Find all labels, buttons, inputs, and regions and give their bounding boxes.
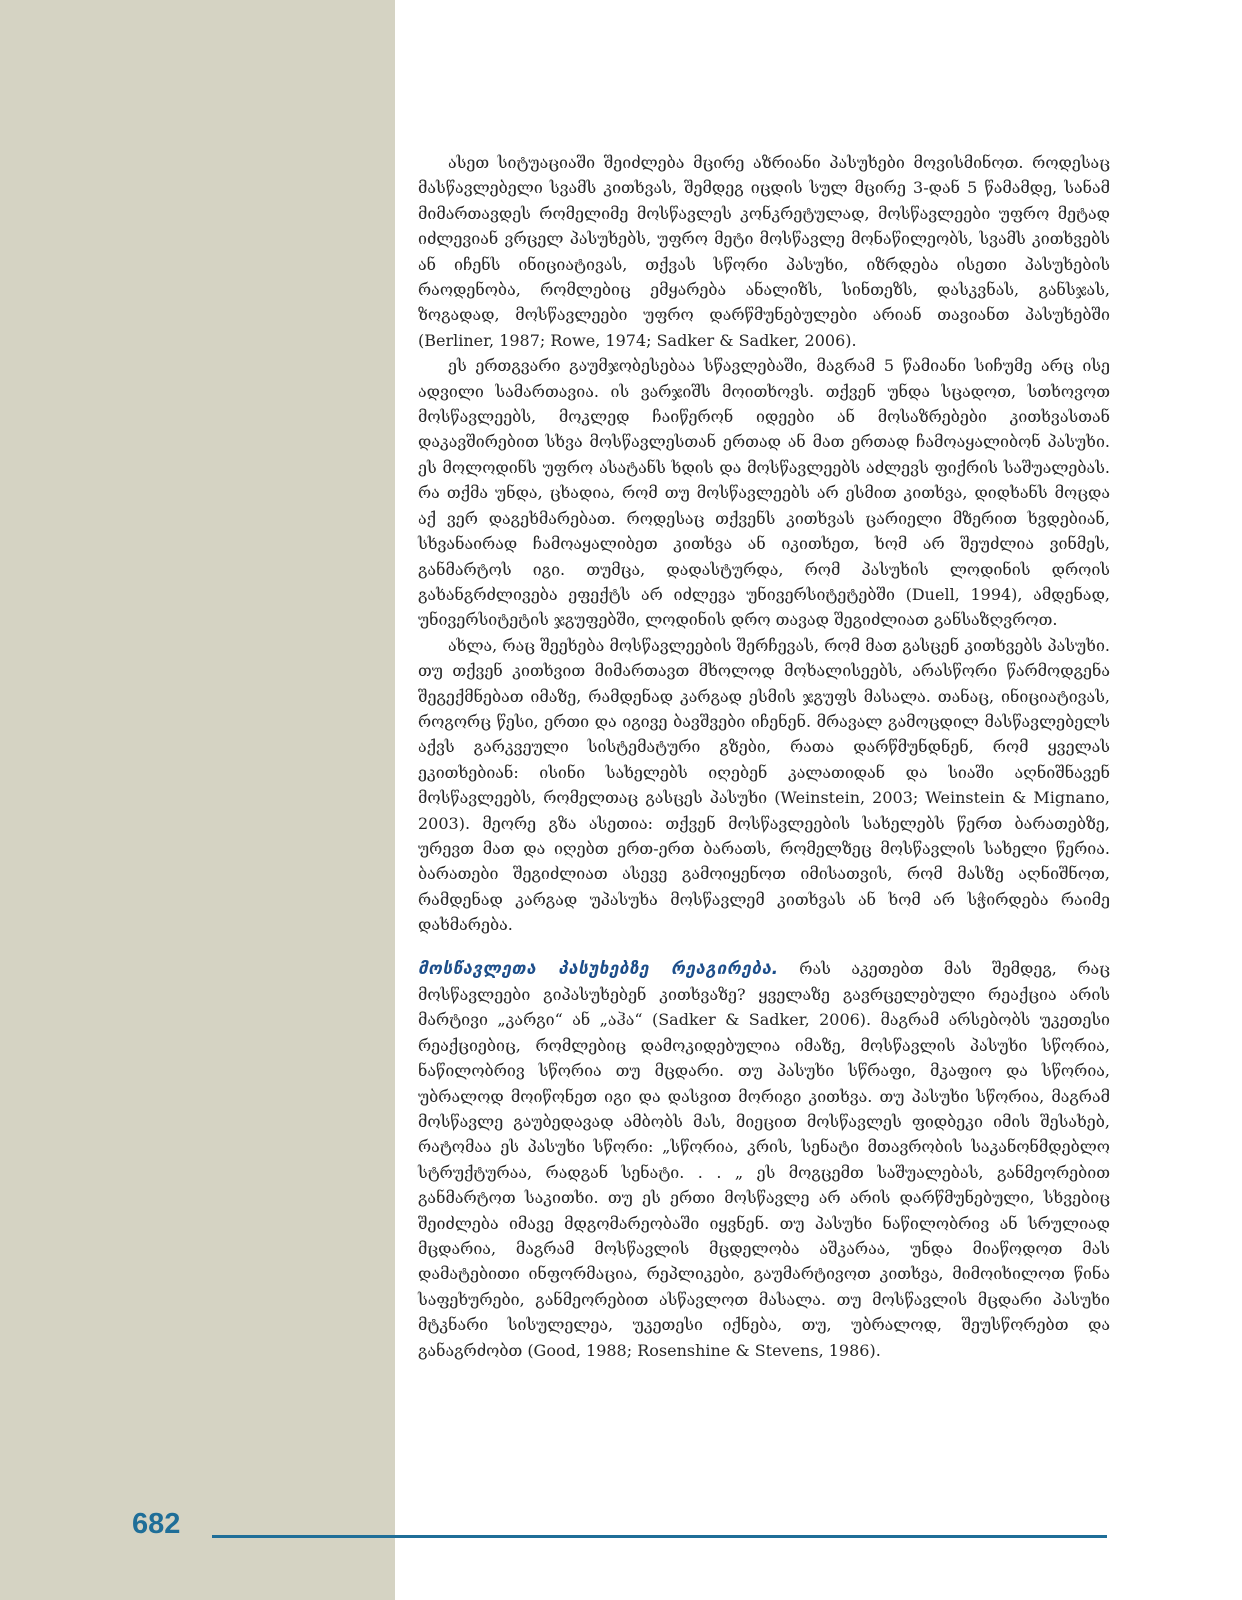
side-band xyxy=(0,0,395,1600)
section-responses xyxy=(418,956,1110,1364)
footer-rule xyxy=(212,1535,1107,1538)
body-text xyxy=(418,150,1110,1363)
paragraph-2: ეს ერთგვარი გაუმჯობესებაა სწავლებაში, მაგრამ 5 წამიანი სიჩუმე არც ისე ადვილი სამართავია. ის ვარჯიშს მოითხოვს. თქვენ უნდა სცადოთ, სთხოვოთ მოსწავლეებს, მოკლედ ჩაიწერონ იდეები ან მოსაზრებები კითხვასთან დაკავშირებით სხვა მოსწავლესთან ერთად ან მათ ერთად ჩამოაყალიბონ პასუხი. ეს მოლოდინს უფრო ასატანს ხდის და მოსწავლეებს აძლევს ფიქრის საშუალებას. რა თქმა უნდა, ცხადია, რომ თუ მოსწავლეებს არ ესმით კითხვა, დიდხანს მოცდა აქ ვერ დაგეხმარებათ. როდესაც თქვენს კითხვას ცარიელი მზერით ხვდებიან, სხვანაირად ჩამოაყალიბეთ კითხვა ან იკითხეთ, ხომ არ შეუძლია ვინმეს, განმარტოს იგი. თუმცა, დადასტურდა, რომ პასუხის ლოდინის დროის გახანგრძლივება ეფექტს არ იძლევა უნივერსიტეტებში (Duell, 1994), ამდენად, უნივერსიტეტის ჯგუფებში, ლოდინის დრო თავად შეგიძლიათ განსაზღვროთ. xyxy=(418,356,1110,630)
paragraph-1: ასეთ სიტუაციაში შეიძლება მცირე აზრიანი პასუხები მოვისმინოთ. როდესაც მასწავლებელი სვამს კითხვას, შემდეგ იცდის სულ მცირე 3-დან 5 წამამდე, სანამ მიმართავდეს რომელიმე მოსწავლეს კონკრეტულად, მოსწავლეები უფრო მეტად იძლევიან ვრცელ პასუხებს, უფრო მეტი მოსწავლე მონაწილეობს, სვამს კითხვებს ან იჩენს ინიციატივას, თქვას სწორი პასუხი, იზრდება ისეთი პასუხების რაოდენობა, რომლებიც ემყარება ანალიზს, სინთეზს, დასკვნას, განსჯას, ზოგადად, მოსწავლეები უფრო დარწმუნებულები არიან თავიანთ პასუხებში (Berliner, 1987; Rowe, 1974; Sadker & Sadker, 2006). xyxy=(418,153,1110,350)
section-text: რას აკეთებთ მას შემდეგ, რაც მოსწავლეები გიპასუხებენ კითხვაზე? ყველაზე გავრცელებული რეაქცია არის მარტივი „კარგი“ ან „აჰა“ (Sadker & Sadker, 2006). მაგრამ არსებობს უკეთესი რეაქციებიც, რომლებიც დამოკიდებულია იმაზე, მოსწავლის პასუხი სწორია, ნაწილობრივ სწორია თუ მცდარი. თუ პასუხი სწრაფი, მკაფიო და სწორია, უბრალოდ მოიწონეთ იგი და დასვით მორიგი კითხვა. თუ პასუხი სწორია, მაგრამ მოსწავლე გაუბედავად ამბობს მას, მიეცით მოსწავლეს ფიდბეკი იმის შესახებ, რატომაა ეს პასუხი სწორი: „სწორია, კრის, სენატი მთავრობის საკანონმდებლო სტრუქტურაა, რადგან სენატი. . . „ ეს მოგცემთ საშუალებას, განმეორებით განმარტოთ საკითხი. თუ ეს ერთი მოსწავლე არ არის დარწმუნებული, სხვებიც შეიძლება იმავე მდგომარეობაში იყვნენ. თუ პასუხი ნაწილობრივ ან სრულიად მცდარია, მაგრამ მოსწავლის მცდელობა აშკარაა, უნდა მიაწოდოთ მას დამატებითი ინფორმაცია, რეპლიკები, გაუმარტივოთ კითხვა, მიმოიხილოთ წინა საფეხურები, განმეორებით ასწავლოთ მასალა. თუ მოსწავლის მცდარი პასუხი მტკნარი სისულელეა, უკეთესი იქნება, თუ, უბრალოდ, შეუსწორებთ და განაგრძობთ (Good, 1988; Rosenshine & Stevens, 1986). xyxy=(418,958,1111,1360)
section-heading: მოსწავლეთა პასუხებზე რეაგირება. xyxy=(418,958,779,979)
page-number: 682 xyxy=(132,1508,181,1540)
paragraph-3: ახლა, რაც შეეხება მოსწავლეების შერჩევას, რომ მათ გასცენ კითხვებს პასუხი. თუ თქვენ კითხვით მიმართავთ მხოლოდ მოხალისეებს, არასწორი წარმოდგენა შეგექმნებათ იმაზე, რამდენად კარგად ესმის ჯგუფს მასალა. თანაც, ინიციატივას, როგორც წესი, ერთი და იგივე ბავშვები იჩენენ. მრავალ გამოცდილ მასწავლებელს აქვს გარკვეული სისტემატური გზები, რათა დარწმუნდნენ, რომ ყველას ეკითხებიან: ისინი სახელებს იღებენ კალათიდან და სიაში აღნიშნავენ მოსწავლეებს, რომელთაც გასცეს პასუხი (Weinstein, 2003; Weinstein & Mignano, 2003). მეორე გზა ასეთია: თქვენ მოსწავლეების სახელებს წერთ ბარათებზე, ურევთ მათ და იღებთ ერთ-ერთ ბარათს, რომელზეც მოსწავლის სახელი წერია. ბარათები შეგიძლიათ ასევე გამოიყენოთ იმისათვის, რომ მასზე აღნიშნოთ, რამდენად კარგად უპასუხა მოსწავლემ კითხვას ან ხომ არ სჭირდება რაიმე დახმარება. xyxy=(418,635,1110,935)
